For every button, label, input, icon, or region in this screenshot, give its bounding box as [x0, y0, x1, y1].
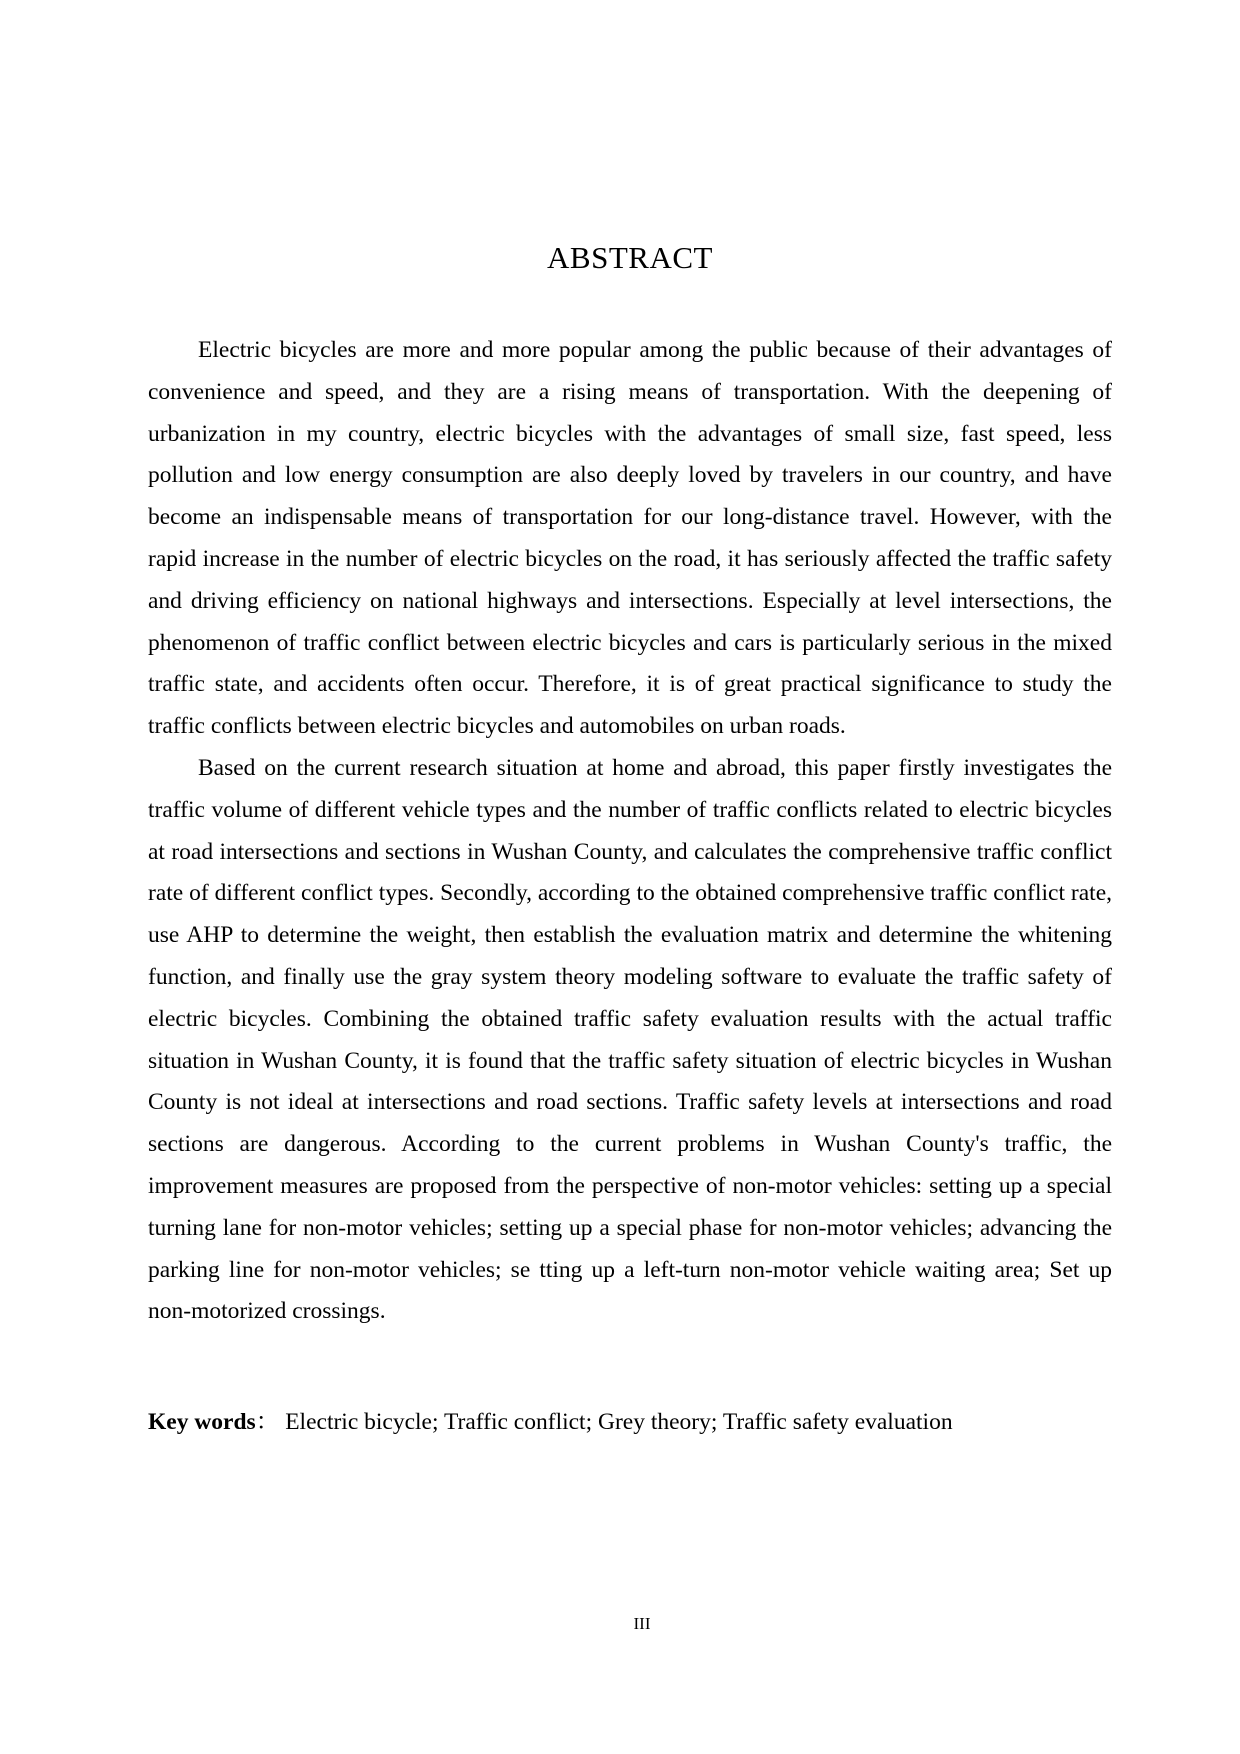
- keywords-label: Key words: [148, 1409, 256, 1435]
- abstract-paragraph-2: Based on the current research situation at home and abroad, this paper firstly investigates the traffic volume of different vehicle types and the number of traffic conflicts related to electric bicycles at road intersections and sections in Wushan County, and calculates the comprehensive traffic conflict rate of different conflict types. Secondly, according to the obtained comprehensive traffic conflict rate, use AHP to determine the weight, then establish the evaluation matrix and determine the whitening function, and finally use the gray system theory modeling software to evaluate the traffic safety of electric bicycles. Combining the obtained traffic safety evaluation results with the actual traffic situation in Wushan County, it is found that the traffic safety situation of electric bicycles in Wushan County is not ideal at intersections and road sections. Traffic safety levels at intersections and road sections are dangerous. According to the current problems in Wushan County's traffic, the improvement measures are proposed from the perspective of non-motor vehicles: setting up a special turning lane for non-motor vehicles; setting up a special phase for non-motor vehicles; advancing the parking line for non-motor vehicles; se tting up a left-turn non-motor vehicle waiting area; Set up non-motorized crossings.: [148, 754, 1112, 1325]
- abstract-paragraph-1: Electric bicycles are more and more popular among the public because of their advantages of convenience and speed, and they are a rising means of transportation. With the deepening of urbanization in my country, electric bicycles with the advantages of small size, fast speed, less pollution and low energy consumption are also deeply loved by travelers in our country, and have become an indispensable means of transportation for our long-distance travel. However, with the rapid increase in the number of electric bicycles on the road, it has seriously affected the traffic safety and driving efficiency on national highways and intersections. Especially at level intersections, the phenomenon of traffic conflict between electric bicycles and cars is particularly serious in the mixed traffic state, and accidents often occur. Therefore, it is of great practical significance to study the traffic conflicts between electric bicycles and automobiles on urban roads.: [148, 337, 1112, 740]
- abstract-title: ABSTRACT: [547, 240, 713, 275]
- keywords-text: Electric bicycle; Traffic conflict; Grey theory; Traffic safety evaluation: [285, 1409, 953, 1435]
- keywords-line: [148, 1402, 1112, 1442]
- page-number: III: [633, 1614, 651, 1633]
- abstract-body: [148, 330, 1112, 1333]
- keywords-separator: ：: [255, 1409, 280, 1435]
